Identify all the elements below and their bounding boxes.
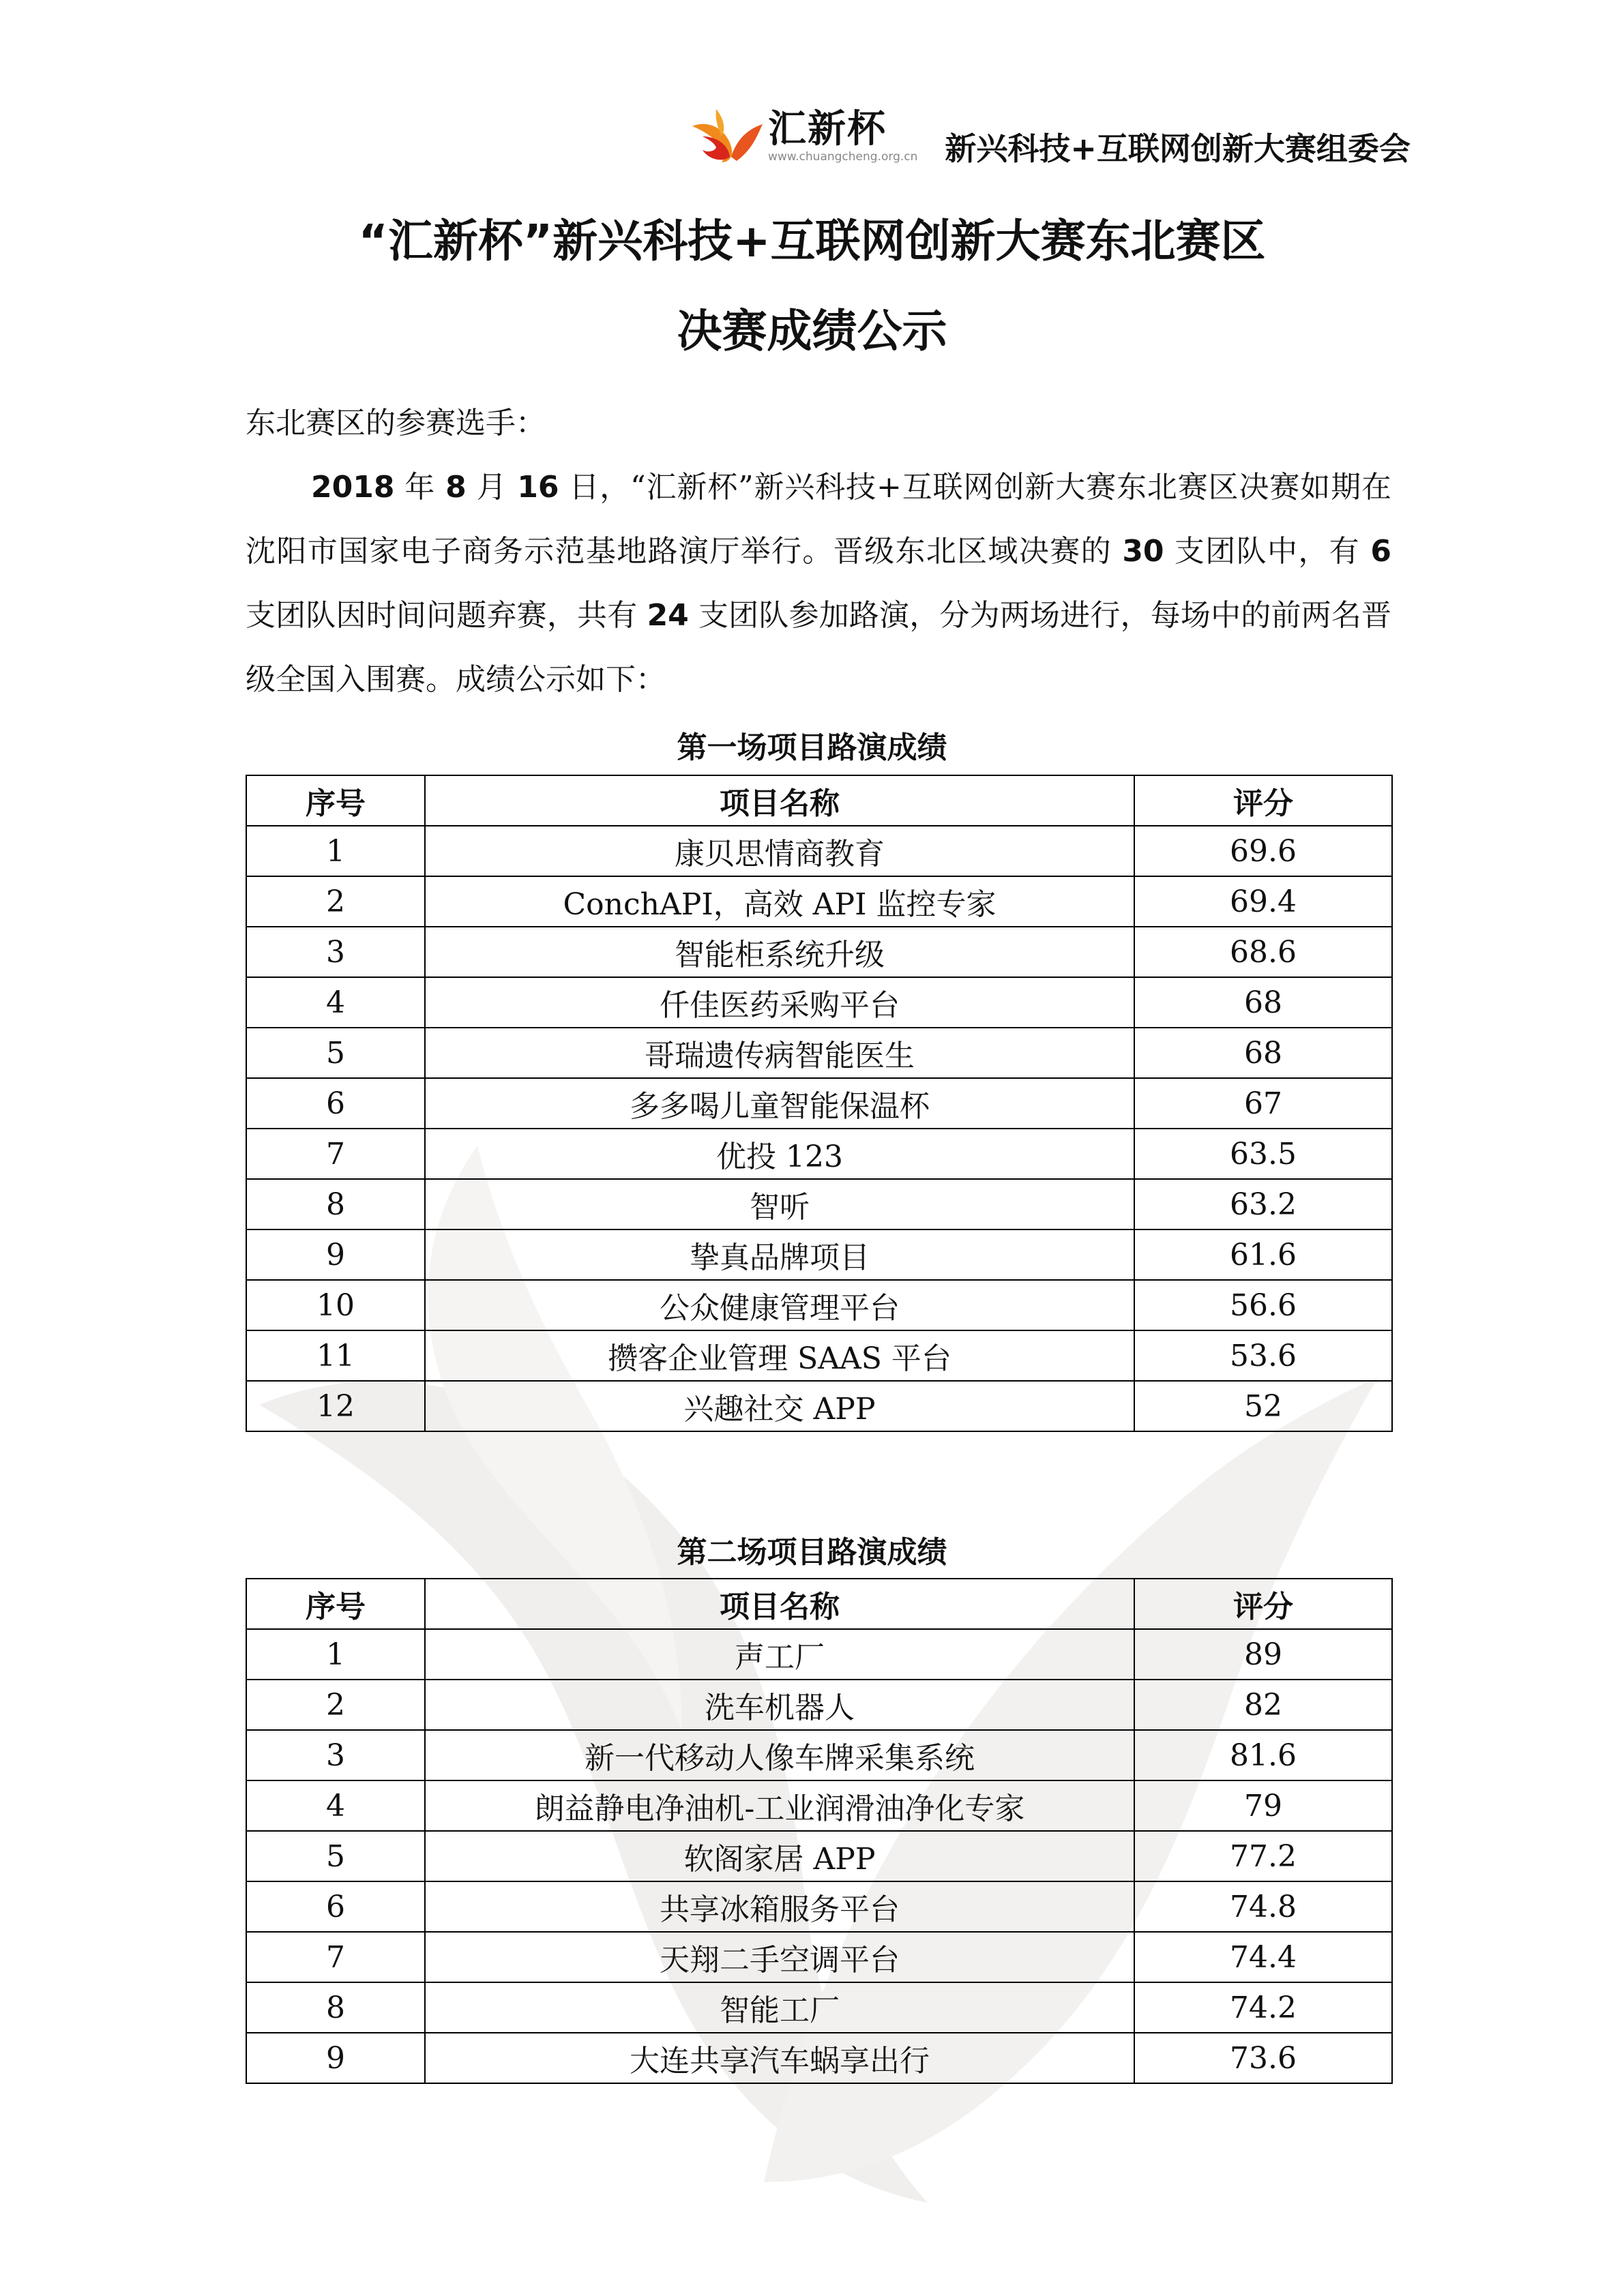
cell-score: 74.8 <box>1134 1881 1392 1932</box>
cell-project-name: 智能柜系统升级 <box>425 927 1134 977</box>
cell-score: 56.6 <box>1134 1280 1392 1330</box>
table-row <box>246 1330 1392 1381</box>
round2-results-table <box>246 1578 1393 2084</box>
cell-score: 79 <box>1134 1780 1392 1831</box>
cell-score: 68 <box>1134 1028 1392 1078</box>
cell-score: 68.6 <box>1134 927 1392 977</box>
cell-score: 74.2 <box>1134 1982 1392 2033</box>
intro-text: 支团队参加路演，分为两场进行，每场中的前两名晋级全国入围赛。成绩公示如下： <box>246 598 1391 697</box>
cell-project-name: 挚真品牌项目 <box>425 1229 1134 1280</box>
document-subtitle: 决赛成绩公示 <box>677 305 947 357</box>
table-row <box>246 927 1392 977</box>
cell-score: 63.5 <box>1134 1129 1392 1179</box>
round1-results-table <box>246 775 1393 1432</box>
cell-score: 82 <box>1134 1680 1392 1730</box>
col-header-index: 序号 <box>246 1579 425 1629</box>
cell-project-name: 软阁家居 APP <box>425 1831 1134 1881</box>
cell-project-name: 多多喝儿童智能保温杯 <box>425 1078 1134 1129</box>
cell-index: 1 <box>246 1629 425 1680</box>
cell-index: 11 <box>246 1330 425 1381</box>
table-row <box>246 826 1392 876</box>
logo <box>689 109 917 164</box>
cell-project-name: 攒客企业管理 SAAS 平台 <box>425 1330 1134 1381</box>
table-row <box>246 1381 1392 1431</box>
logo-name: 汇新杯 <box>768 107 887 151</box>
table-header-row <box>246 1579 1392 1629</box>
year: 2018 <box>311 470 395 505</box>
table-row <box>246 1881 1392 1932</box>
cell-index: 8 <box>246 1179 425 1229</box>
cell-project-name: 智听 <box>425 1179 1134 1229</box>
cell-index: 3 <box>246 1730 425 1780</box>
cell-score: 74.4 <box>1134 1932 1392 1982</box>
table-row <box>246 1780 1392 1831</box>
team-count-total: 30 <box>1122 534 1164 569</box>
cell-index: 4 <box>246 977 425 1028</box>
cell-index: 7 <box>246 1129 425 1179</box>
cell-project-name: 智能工厂 <box>425 1982 1134 2033</box>
cell-project-name: 哥瑞遗传病智能医生 <box>425 1028 1134 1078</box>
table-row <box>246 1229 1392 1280</box>
cell-index: 5 <box>246 1831 425 1881</box>
cell-project-name: 洗车机器人 <box>425 1680 1134 1730</box>
table-row <box>246 1629 1392 1680</box>
cell-index: 9 <box>246 1229 425 1280</box>
cell-index: 5 <box>246 1028 425 1078</box>
cell-score: 69.6 <box>1134 826 1392 876</box>
flame-logo-icon <box>689 109 764 164</box>
cell-project-name: 新一代移动人像车牌采集系统 <box>425 1730 1134 1780</box>
intro-text: 日，“汇新杯”新兴科技+互联网创新大赛东北赛区决赛如期在沈阳市国家电子商务示范基地路演厅举行。晋级东北区域决赛的 <box>246 470 1391 569</box>
table-row <box>246 2033 1392 2083</box>
cell-index: 1 <box>246 826 425 876</box>
cell-project-name: 朗益静电净油机-工业润滑油净化专家 <box>425 1780 1134 1831</box>
intro-text: 支团队因时间问题弃赛，共有 <box>246 598 647 633</box>
cell-index: 4 <box>246 1780 425 1831</box>
cell-project-name: 兴趣社交 APP <box>425 1381 1134 1431</box>
table-row <box>246 1078 1392 1129</box>
cell-project-name: 共享冰箱服务平台 <box>425 1881 1134 1932</box>
table-row <box>246 876 1392 927</box>
cell-score: 52 <box>1134 1381 1392 1431</box>
intro-text: 月 <box>466 470 518 505</box>
intro-paragraph <box>246 456 1391 712</box>
salutation: 东北赛区的参赛选手： <box>246 406 546 441</box>
cell-index: 8 <box>246 1982 425 2033</box>
cell-project-name: 康贝思情商教育 <box>425 826 1134 876</box>
col-header-index: 序号 <box>246 775 425 826</box>
cell-index: 2 <box>246 1680 425 1730</box>
table-row <box>246 1730 1392 1780</box>
cell-score: 63.2 <box>1134 1179 1392 1229</box>
cell-score: 68 <box>1134 977 1392 1028</box>
table1-caption: 第一场项目路演成绩 <box>677 730 947 765</box>
table1-body <box>246 826 1392 1431</box>
cell-score: 53.6 <box>1134 1330 1392 1381</box>
document-title: “汇新杯”新兴科技+互联网创新大赛东北赛区 <box>358 215 1266 267</box>
cell-score: 73.6 <box>1134 2033 1392 2083</box>
document-header <box>689 102 1411 170</box>
table-row <box>246 1932 1392 1982</box>
table-row <box>246 1831 1392 1881</box>
intro-text: 年 <box>394 470 446 505</box>
cell-index: 6 <box>246 1078 425 1129</box>
team-count-presented: 24 <box>647 598 689 633</box>
col-header-score: 评分 <box>1134 1579 1392 1629</box>
cell-score: 61.6 <box>1134 1229 1392 1280</box>
col-header-project: 项目名称 <box>425 775 1134 826</box>
cell-score: 77.2 <box>1134 1831 1392 1881</box>
cell-index: 7 <box>246 1932 425 1982</box>
cell-index: 6 <box>246 1881 425 1932</box>
table-row <box>246 1280 1392 1330</box>
day: 16 <box>517 470 559 505</box>
cell-project-name: 优投 123 <box>425 1129 1134 1179</box>
cell-project-name: 公众健康管理平台 <box>425 1280 1134 1330</box>
table-row <box>246 1028 1392 1078</box>
cell-index: 12 <box>246 1381 425 1431</box>
cell-index: 2 <box>246 876 425 927</box>
cell-index: 3 <box>246 927 425 977</box>
cell-index: 10 <box>246 1280 425 1330</box>
cell-index: 9 <box>246 2033 425 2083</box>
cell-score: 69.4 <box>1134 876 1392 927</box>
table-row <box>246 1680 1392 1730</box>
cell-score: 67 <box>1134 1078 1392 1129</box>
cell-score: 89 <box>1134 1629 1392 1680</box>
cell-project-name: ConchAPI，高效 API 监控专家 <box>425 876 1134 927</box>
col-header-project: 项目名称 <box>425 1579 1134 1629</box>
table-row <box>246 1179 1392 1229</box>
cell-project-name: 仟佳医药采购平台 <box>425 977 1134 1028</box>
month: 8 <box>445 470 467 505</box>
logo-url: www.chuangcheng.org.cn <box>768 150 918 164</box>
table2-caption: 第二场项目路演成绩 <box>677 1535 947 1570</box>
table-row <box>246 977 1392 1028</box>
col-header-score: 评分 <box>1134 775 1392 826</box>
team-count-withdrawn: 6 <box>1370 534 1391 569</box>
table2-body <box>246 1629 1392 2083</box>
table-row <box>246 1129 1392 1179</box>
organizer-name: 新兴科技+互联网创新大赛组委会 <box>945 130 1411 167</box>
intro-text: 支团队中，有 <box>1164 534 1371 569</box>
cell-project-name: 声工厂 <box>425 1629 1134 1680</box>
cell-score: 81.6 <box>1134 1730 1392 1780</box>
cell-project-name: 天翔二手空调平台 <box>425 1932 1134 1982</box>
table-header-row <box>246 775 1392 826</box>
table-row <box>246 1982 1392 2033</box>
cell-project-name: 大连共享汽车蜗享出行 <box>425 2033 1134 2083</box>
